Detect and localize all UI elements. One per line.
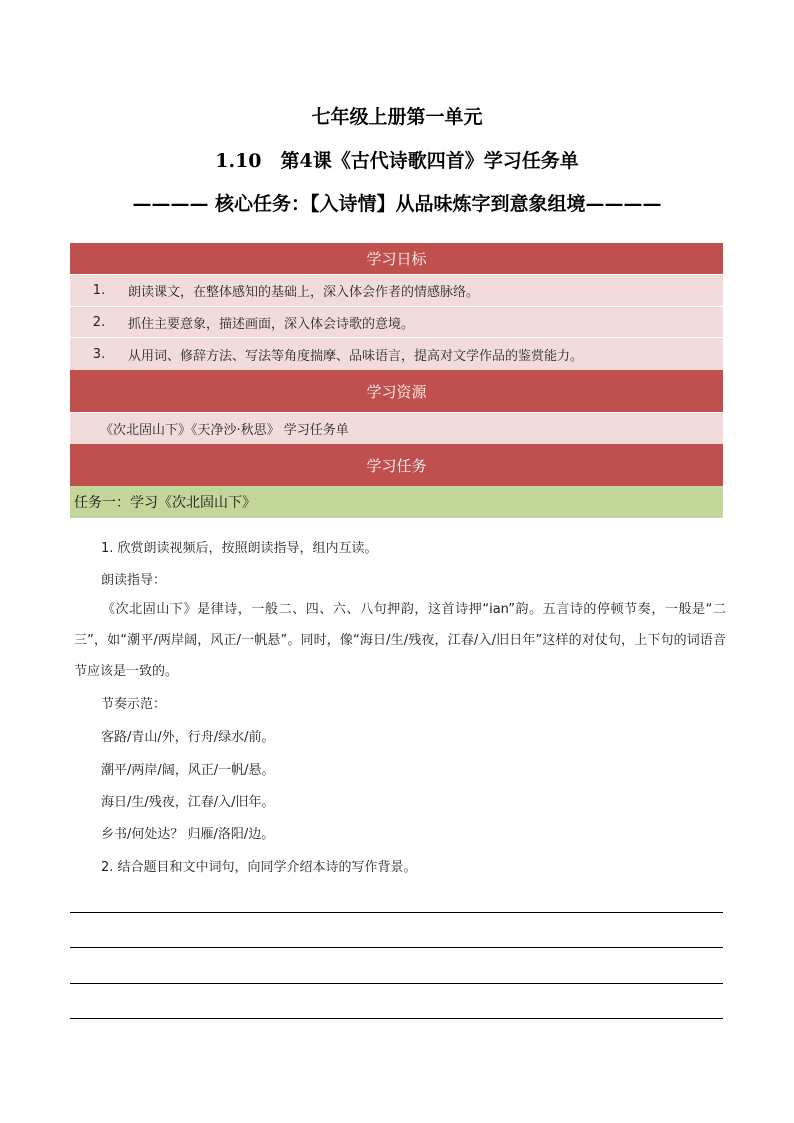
rhythm-line: 客路/青山/外，行舟/绿水/前。 — [101, 730, 275, 745]
answer-line[interactable] — [70, 1018, 723, 1019]
rhythm-line: 潮平/两岸/阔，风正/一帆/悬。 — [101, 763, 275, 778]
goal-row — [70, 337, 723, 370]
document-grade-unit-title: 七年级上册第一单元 — [311, 106, 483, 128]
learning-tasks-heading: 学习任务 — [366, 456, 427, 475]
answer-line[interactable] — [70, 912, 723, 913]
core-task-title: ———— 核心任务：【入诗情】从品味炼字到意象组境———— — [132, 193, 662, 215]
learning-goals-table — [70, 243, 723, 370]
answer-line[interactable] — [70, 983, 723, 984]
goal-text: 抓住主要意象，描述画面，深入体会诗歌的意境。 — [128, 316, 415, 332]
learning-goals-heading: 学习日标 — [366, 250, 427, 268]
task-one-row — [70, 486, 723, 518]
learning-tasks-table — [70, 444, 723, 518]
learning-resources-header — [70, 370, 723, 412]
goal-number: 1. — [92, 283, 106, 298]
learning-goals-header — [70, 243, 723, 274]
learning-tasks-header — [70, 444, 723, 486]
goal-number: 3. — [92, 346, 106, 362]
goal-number: 2. — [92, 314, 106, 330]
goal-row — [70, 274, 723, 306]
rhythm-example-label: 节奏示范： — [101, 697, 167, 712]
lesson-title: 1.10 第4课《古代诗歌四首》学习任务单 — [215, 150, 579, 172]
resources-text: 《次北固山下》《天净沙·秋思》 学习任务单 — [100, 423, 349, 438]
goal-text: 朗读课文，在整体感知的基础上，深入体会作者的情感脉络。 — [128, 285, 480, 300]
instruction-item-2: 2. 结合题目和文中词句，向同学介绍本诗的写作背景。 — [101, 860, 417, 875]
goal-row — [70, 306, 723, 337]
rhythm-line: 海日/生/残夜，江春/入/旧年。 — [101, 795, 275, 810]
rhythm-line: 乡书/何处达？ 归雁/洛阳/边。 — [101, 827, 275, 842]
resources-row — [70, 412, 723, 444]
answer-line[interactable] — [70, 947, 723, 948]
reading-guide-paragraph: 《次北固山下》是律诗，一般二、四、六、八句押韵，这首诗押“ian”韵。五言诗的停顿节奏，一般是“二三”，如“潮平/两岸阔，风正/一帆悬”。同时，像“海日/生/残夜，江春/入/旧日年”这样的对仗句，上下句的词语音节应该是一致的。 — [74, 602, 726, 679]
task-one-title: 任务一：学习《次北固山下》 — [74, 495, 256, 511]
goal-text: 从用词、修辞方法、写法等角度揣摩、品味语言，提高对文学作品的鉴赏能力。 — [128, 348, 584, 364]
learning-resources-heading: 学习资源 — [366, 382, 427, 401]
reading-guide-label: 朗读指导： — [101, 573, 167, 588]
instruction-item-1: 1. 欣赏朗读视频后，按照朗读指导，组内互读。 — [101, 541, 378, 556]
learning-resources-table — [70, 370, 723, 444]
